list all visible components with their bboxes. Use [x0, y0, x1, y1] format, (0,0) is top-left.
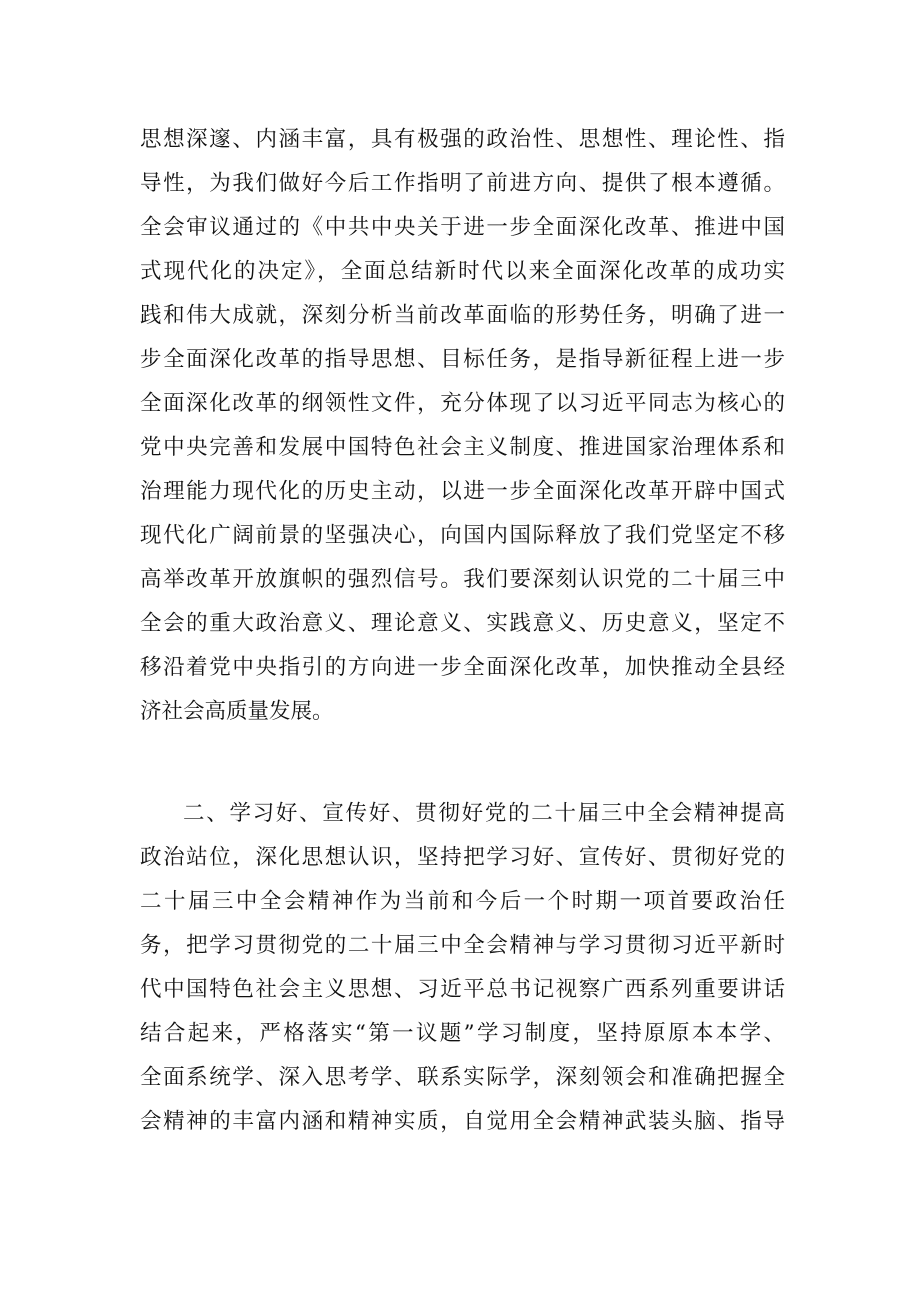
paragraph-line: 思想深邃、内涵丰富，具有极强的政治性、思想性、理论性、指	[140, 127, 785, 152]
paragraph-line: 式现代化的决定》，全面总结新时代以来全面深化改革的成功实	[140, 259, 785, 284]
paragraph-line: 现代化广阔前景的坚强决心，向国内国际释放了我们党坚定不移	[140, 523, 785, 548]
paragraph-line: 全面系统学、深入思考学、联系实际学，深刻领会和准确把握全	[140, 1065, 785, 1090]
paragraph-line: 践和伟大成就，深刻分析当前改革面临的形势任务，明确了进一	[140, 303, 785, 328]
paragraph-line: 会精神的丰富内涵和精神实质，自觉用全会精神武装头脑、指导	[140, 1109, 785, 1134]
paragraph-line: 党中央完善和发展中国特色社会主义制度、推进国家治理体系和	[140, 435, 785, 460]
paragraph-2	[140, 792, 785, 1144]
paragraph-line: 济社会高质量发展。	[140, 699, 334, 724]
paragraph-line: 政治站位，深化思想认识，坚持把学习好、宣传好、贯彻好党的	[140, 845, 785, 870]
paragraph-line: 导性，为我们做好今后工作指明了前进方向、提供了根本遵循。	[140, 171, 785, 196]
paragraph-1	[140, 118, 785, 734]
paragraph-line: 二十届三中全会精神作为当前和今后一个时期一项首要政治任	[140, 889, 785, 914]
paragraph-line: 移沿着党中央指引的方向进一步全面深化改革，加快推动全县经	[140, 655, 785, 680]
paragraph-line: 步全面深化改革的指导思想、目标任务，是指导新征程上进一步	[140, 347, 785, 372]
paragraph-line: 全会的重大政治意义、理论意义、实践意义、历史意义，坚定不	[140, 611, 785, 636]
section-heading-line: 二、学习好、宣传好、贯彻好党的二十届三中全会精神提高	[183, 801, 785, 826]
paragraph-line: 高举改革开放旗帜的强烈信号。我们要深刻认识党的二十届三中	[140, 567, 785, 592]
paragraph-line: 代中国特色社会主义思想、习近平总书记视察广西系列重要讲话	[140, 977, 785, 1002]
paragraph-line: 全会审议通过的《中共中央关于进一步全面深化改革、推进中国	[140, 215, 785, 240]
paragraph-line: 结合起来，严格落实“第一议题”学习制度，坚持原原本本学、	[140, 1021, 785, 1046]
paragraph-line: 全面深化改革的纲领性文件，充分体现了以习近平同志为核心的	[140, 391, 785, 416]
paragraph-line: 治理能力现代化的历史主动，以进一步全面深化改革开辟中国式	[140, 479, 785, 504]
paragraph-line: 务，把学习贯彻党的二十届三中全会精神与学习贯彻习近平新时	[140, 933, 785, 958]
